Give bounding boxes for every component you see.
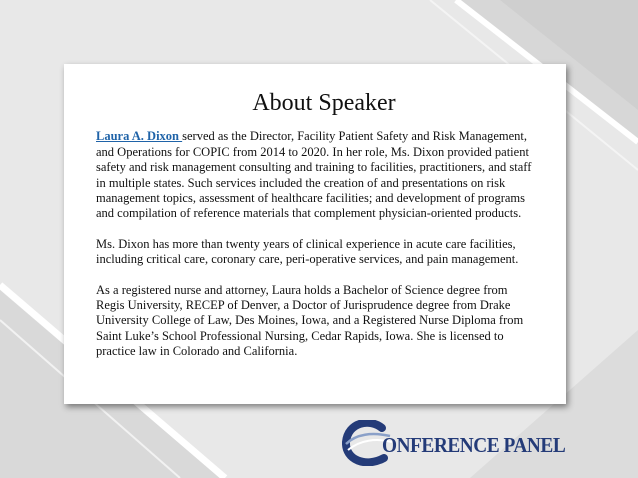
conference-panel-logo: [342, 420, 566, 466]
speaker-bio-paragraph-3: As a registered nurse and attorney, Laura holds a Bachelor of Science degree from Regis University, RECEP of Denver, a Doctor of Jurisprudence degree from Drake University College of Law, Des Moines, Iowa, and a Registered Nurse Diploma from Saint Luke’s School Professional Nursing, Cedar Rapids, Iowa. She is licensed to practice law in Colorado and California.: [96, 282, 524, 359]
slide-title: About Speaker: [252, 90, 396, 116]
speaker-name-link[interactable]: Laura A. Dixon: [96, 129, 183, 144]
speaker-card: [64, 64, 566, 404]
speaker-bio-paragraph-2: Ms. Dixon has more than twenty years of clinical experience in acute care facilities, including critical care, coronary care, peri-operative services, and pain management.: [96, 236, 519, 267]
speaker-bio-paragraph-1: [96, 129, 536, 221]
speaker-bio-text: served as the Director, Facility Patient Safety and Risk Management, and Operations for COPIC from 2014 to 2020. In her role, Ms. Dixon provided patient safety and risk management consulting and training to facilities, practitioners, and staff in multiple states. Such services included the creation of and presentations on risk management topics, assessment of healthcare facilities; and development of programs and compilation of reference materials that complement physician-oriented products.: [96, 129, 532, 221]
logo-text: ONFERENCE PANEL: [382, 433, 566, 457]
